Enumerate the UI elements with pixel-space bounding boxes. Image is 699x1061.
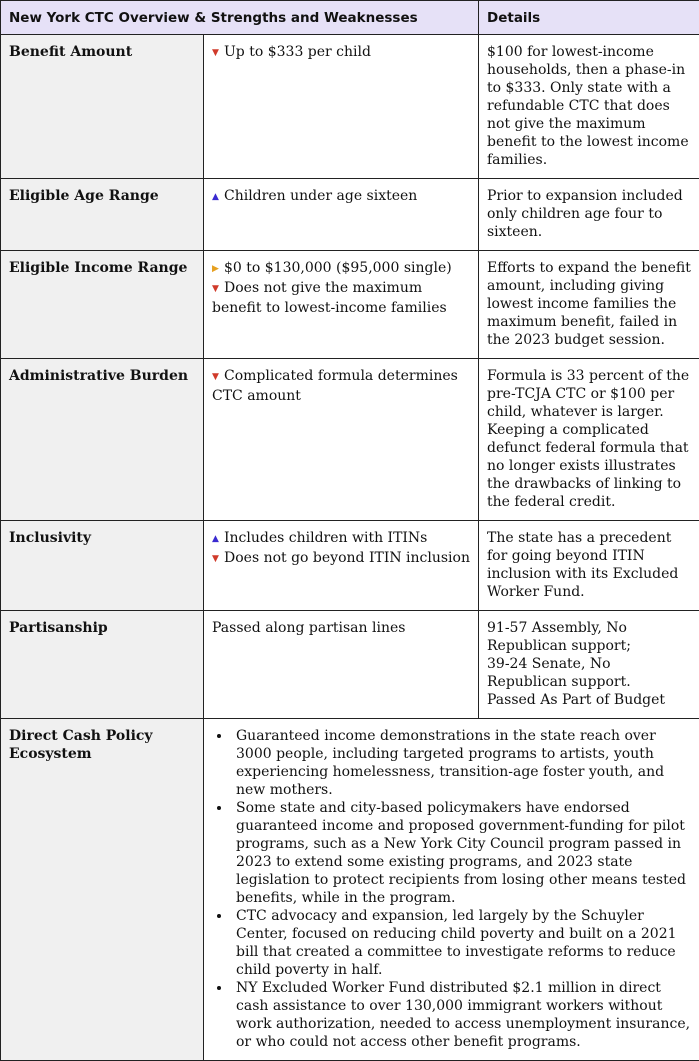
row-label: Administrative Burden bbox=[1, 359, 204, 521]
row-inclusivity bbox=[1, 521, 699, 611]
list-item: • CTC advocacy and expansion, led largely by the Schuyler Center, focused on reducing child poverty and built on a 2021 bill that created a committee to investigate reforms to reduce child poverty in half. bbox=[232, 907, 692, 979]
point-item: ▶ $0 to $130,000 ($95,000 single) bbox=[212, 259, 471, 279]
row-points bbox=[204, 179, 479, 251]
row-label: Direct Cash Policy Ecosystem bbox=[1, 719, 204, 1061]
row-eligible-age-range bbox=[1, 179, 699, 251]
list-item: • Guaranteed income demonstrations in the state reach over 3000 people, including targeted programs to artists, youth experiencing homelessness, transition-age foster youth, and new mothers. bbox=[232, 727, 692, 799]
point-item: ▼ Up to $333 per child bbox=[212, 43, 471, 63]
row-label: Benefit Amount bbox=[1, 35, 204, 179]
triangle-down-icon: ▼ bbox=[212, 550, 224, 568]
triangle-down-icon: ▼ bbox=[212, 44, 224, 62]
row-points bbox=[204, 251, 479, 359]
triangle-down-icon: ▼ bbox=[212, 280, 224, 298]
triangle-right-icon: ▶ bbox=[212, 260, 224, 278]
point-item: ▼ Does not give the maximum benefit to lowest-income families bbox=[212, 279, 471, 317]
row-details: Efforts to expand the benefit amount, including giving lowest income families the maximum benefit, failed in the 2023 budget session. bbox=[479, 251, 699, 359]
row-points bbox=[204, 521, 479, 611]
row-direct-cash-policy-ecosystem bbox=[1, 719, 699, 1061]
list-item: • Some state and city-based policymakers have endorsed guaranteed income and proposed government-funding for pilot programs, such as a New York City Council program passed in 2023 to extend some existing programs, and 2023 state legislation to protect recipients from losing other means tested benefits, while in the program. bbox=[232, 799, 692, 907]
row-points bbox=[204, 359, 479, 521]
point-item: ▼ Complicated formula determines CTC amount bbox=[212, 367, 471, 405]
triangle-up-icon: ▲ bbox=[212, 188, 224, 206]
row-points bbox=[204, 611, 479, 719]
row-label: Inclusivity bbox=[1, 521, 204, 611]
row-details: Formula is 33 percent of the pre-TCJA CTC or $100 per child, whatever is larger. Keeping a complicated defunct federal formula that no longer exists illustrates the drawbacks of linking to the federal credit. bbox=[479, 359, 699, 521]
triangle-up-icon: ▲ bbox=[212, 530, 224, 548]
row-label: Eligible Income Range bbox=[1, 251, 204, 359]
row-partisanship bbox=[1, 611, 699, 719]
row-details: Prior to expansion included only children age four to sixteen. bbox=[479, 179, 699, 251]
table-title: New York CTC Overview & Strengths and Weaknesses bbox=[1, 1, 479, 35]
triangle-down-icon: ▼ bbox=[212, 368, 224, 386]
point-item: Passed along partisan lines bbox=[212, 619, 471, 637]
point-item: ▲ Includes children with ITINs bbox=[212, 529, 471, 549]
point-item: ▼ Does not go beyond ITIN inclusion bbox=[212, 549, 471, 569]
point-item: ▲ Children under age sixteen bbox=[212, 187, 471, 207]
ecosystem-list bbox=[212, 727, 692, 1051]
header-row bbox=[1, 1, 699, 35]
row-points bbox=[204, 35, 479, 179]
row-benefit-amount bbox=[1, 35, 699, 179]
details-header: Details bbox=[479, 1, 699, 35]
ecosystem-details bbox=[204, 719, 699, 1061]
row-label: Eligible Age Range bbox=[1, 179, 204, 251]
row-label: Partisanship bbox=[1, 611, 204, 719]
row-details: The state has a precedent for going beyond ITIN inclusion with its Excluded Worker Fund. bbox=[479, 521, 699, 611]
row-details: $100 for lowest-income households, then a phase-in to $333. Only state with a refundable CTC that does not give the maximum benefit to the lowest income families. bbox=[479, 35, 699, 179]
row-administrative-burden bbox=[1, 359, 699, 521]
list-item: • NY Excluded Worker Fund distributed $2.1 million in direct cash assistance to over 130,000 immigrant workers without work authorization, needed to access unemployment insurance, or who could not access other benefit programs. bbox=[232, 979, 692, 1051]
row-eligible-income-range bbox=[1, 251, 699, 359]
row-details: 91-57 Assembly, No Republican support; 39-24 Senate, No Republican support. Passed As Part of Budget bbox=[479, 611, 699, 719]
